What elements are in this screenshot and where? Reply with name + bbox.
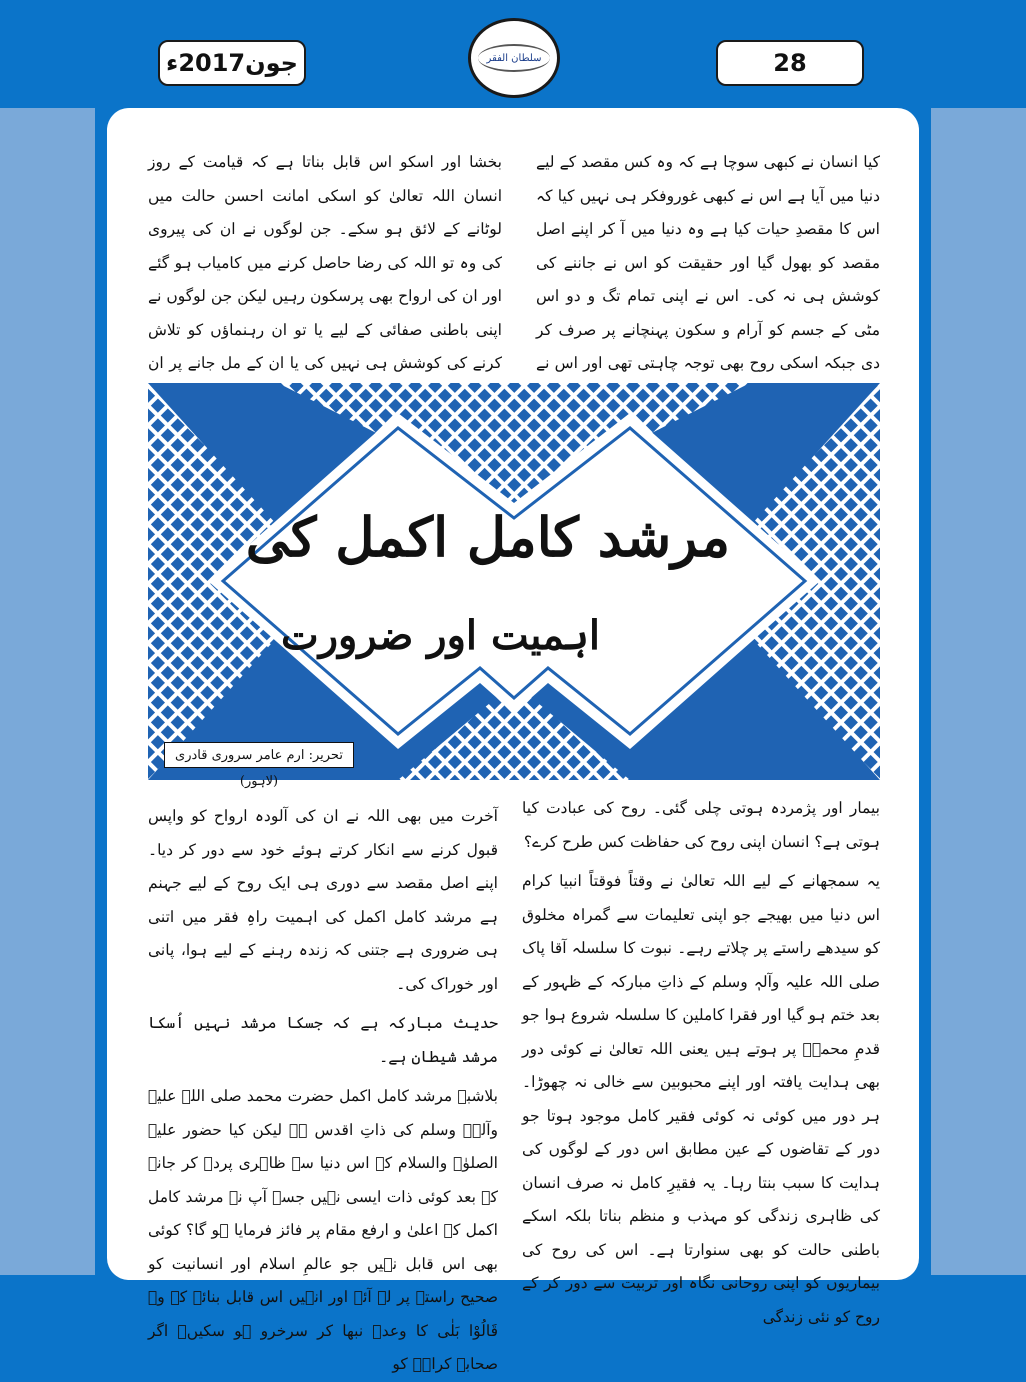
paragraph: کیا انسان نے کبھی سوچا ہے کہ وہ کس مقصد کے لیے دنیا میں آیا ہے اس نے کبھی غوروفکر ہی نہیں کیا کہ اس کا مقصدِ حیات کیا ہے وہ دنیا میں آ کر اپنے اصل مقصد کو بھول گیا اور حقیقت کو اس نے جاننے کی کوشش ہی نہ کی۔ اس نے اپنی تمام تگ و دو اس مٹی کے جسم کو آرام و سکون پہنچانے پر صرف کر دی جبکہ اسکی روح بھی توجہ چاہتی تھی اور اس نے bbox=[536, 153, 880, 372]
article-title: مرشد کامل اکمل کی bbox=[245, 505, 730, 569]
author-byline: تحریر: ارم عامر سروری قادری (لاہور) bbox=[164, 742, 354, 768]
left-margin-band bbox=[0, 108, 95, 1275]
paragraph: آخرت میں بھی اللہ نے ان کی آلودہ ارواح کو واپس قبول کرنے سے انکار کرتے ہوئے خود سے دور کر دیا۔ اپنے اصل مقصد سے دوری ہی ایک روح کے لیے جہنم ہے مرشد کامل اکمل کی اہمیت راہِ فقر میں اتنی ہی ضروری ہے جتنی کہ زندہ رہنے کے لیے ہوا، پانی اور خوراک کی۔ bbox=[148, 807, 498, 993]
bottom-right-column bbox=[522, 792, 880, 1326]
issue-date: جون2017ء bbox=[158, 40, 306, 86]
paragraph: بیمار اور پژمردہ ہوتی چلی گئی۔ روح کی عبادت کیا ہوتی ہے؟ انسان اپنی روح کی حفاظت کس طرح کرے؟ bbox=[522, 799, 880, 851]
logo-text: سلطان الفقر bbox=[478, 44, 550, 72]
paragraph: بخشا اور اسکو اس قابل بناتا ہے کہ قیامت کے روز انسان اللہ تعالیٰ کو اسکی امانت احسن حالت میں لوٹانے کے لائق ہو سکے۔ جن لوگوں نے ان کی پیروی کی وہ تو اللہ کی رضا حاصل کرنے میں کامیاب ہو گئے اور ان کی ارواح بھی پرسکون رہیں لیکن جن لوگوں نے اپنی باطنی صفائی کے لیے یا تو ان رہنماؤں کو تلاش کرنے کی کوشش ہی نہیں کی یا ان کے مل جانے پر ان bbox=[148, 153, 502, 372]
top-right-column bbox=[536, 146, 880, 371]
title-banner bbox=[148, 383, 880, 780]
paragraph: حدیث مبارکہ ہے کہ جسکا مرشد نہیں اُسکا مرشد شیطان ہے۔ bbox=[148, 1014, 498, 1066]
right-margin-band bbox=[931, 108, 1026, 1275]
paragraph: یہ سمجھانے کے لیے اللہ تعالیٰ نے وقتاً فوقتاً انبیا کرام اس دنیا میں بھیجے جو اپنی تعلیمات سے گمراہ مخلوق کو سیدھے راستے پر چلاتے رہے۔ نبوت کا سلسلہ آقا پاک صلی اللہ علیہ وآلہٖ وسلم کے ذاتِ مبارکہ کے ظہور کے بعد ختم ہو گیا اور فقرا کاملین کا سلسلہ شروع ہوا جو قدمِ محمدؐ پر ہوتے ہیں یعنی اللہ تعالیٰ نے کوئی دور بھی ہدایت یافتہ اور اپنے محبوبین سے خالی نہ چھوڑا۔ ہر دور میں کوئی نہ کوئی فقیر کامل موجود ہوتا جو دور کے تقاضوں کے عین مطابق اس دور کے لوگوں کی ہدایت کا سبب بنتا رہا۔ یہ فقیرِ کامل نہ صرف انسان کی ظاہری زندگی کو مہذب و منظم بناتا بلکہ اسکے باطنی حالت کو بھی سنوارتا ہے۔ اس کی روح کی بیماریوں کو اپنی روحانی نگاہ اور تربیت سے دور کر کے روح کو نئی زندگی bbox=[522, 872, 880, 1326]
top-left-column bbox=[148, 146, 502, 371]
magazine-logo bbox=[468, 18, 560, 98]
article-subtitle: اہمیت اور ضرورت bbox=[281, 612, 600, 659]
paragraph: بلاشبہ مرشد کامل اکمل حضرت محمد صلی اللہ علیہ وآلہٖ وسلم کی ذاتِ اقدس ہے لیکن کیا حضور علیہ الصلوٰۃ والسلام کے اس دنیا سے ظاہری پردہ کر جانے کے بعد کوئی ذات ایسی نہیں جسے آپ نے مرشد کامل اکمل کے اعلیٰ و ارفع مقام پر فائز فرمایا ہو گا؟ کوئی بھی اس قابل نہیں جو عالمِ اسلام اور انسانیت کو صحیح راستے پر لے آئے اور انہیں اس قابل بنائے کہ وہ قَالُوْا بَلٰی کا وعدہ نبھا کر سرخرو ہو سکیں۔ اگر صحابہ کرامؓ کو bbox=[148, 1087, 498, 1373]
bottom-left-column bbox=[148, 800, 498, 1373]
page-number: 28 bbox=[716, 40, 864, 86]
knot-pattern bbox=[148, 383, 880, 780]
